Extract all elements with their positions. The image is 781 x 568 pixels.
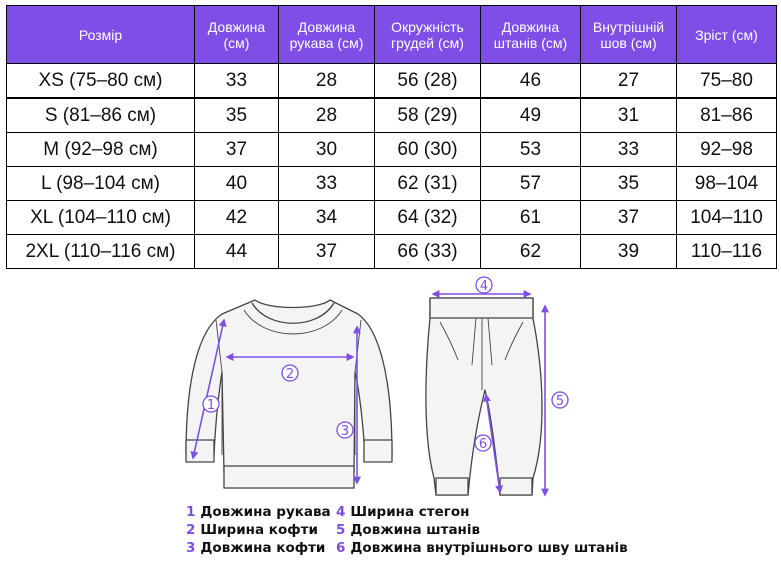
table-cell: XL (104–110 см) xyxy=(7,201,195,235)
svg-text:6: 6 xyxy=(478,437,488,452)
table-cell: 37 xyxy=(195,133,279,167)
legend-item: 4 Ширина стегон xyxy=(336,504,470,520)
table-cell: 75–80 xyxy=(677,64,777,99)
table-cell: 33 xyxy=(581,133,677,167)
table-cell: 46 xyxy=(481,64,581,99)
table-cell: 33 xyxy=(279,167,375,201)
table-cell: 40 xyxy=(195,167,279,201)
table-cell: 31 xyxy=(581,98,677,133)
header-length: Довжина (см) xyxy=(195,6,279,64)
table-cell: 66 (33) xyxy=(375,235,481,269)
table-cell: 35 xyxy=(581,167,677,201)
legend-column-right xyxy=(336,503,628,557)
legend-column-left xyxy=(186,503,331,557)
legend-item: 3 Довжина кофти xyxy=(186,540,326,556)
table-cell: 53 xyxy=(481,133,581,167)
table-cell: 35 xyxy=(195,98,279,133)
table-cell: XS (75–80 см) xyxy=(7,64,195,99)
legend-item: 5 Довжина штанів xyxy=(336,522,481,538)
table-cell: 98–104 xyxy=(677,167,777,201)
svg-text:4: 4 xyxy=(479,279,489,294)
table-cell: M (92–98 см) xyxy=(7,133,195,167)
table-cell: 81–86 xyxy=(677,98,777,133)
table-cell: 62 (31) xyxy=(375,167,481,201)
table-cell: 33 xyxy=(195,64,279,99)
table-cell: 60 (30) xyxy=(375,133,481,167)
table-cell: 28 xyxy=(279,98,375,133)
svg-text:1: 1 xyxy=(206,398,216,413)
table-cell: 57 xyxy=(481,167,581,201)
table-cell: 37 xyxy=(581,201,677,235)
table-cell: 39 xyxy=(581,235,677,269)
table-cell: 61 xyxy=(481,201,581,235)
table-cell: 37 xyxy=(279,235,375,269)
marker-4 xyxy=(476,277,492,294)
table-cell: S (81–86 см) xyxy=(7,98,195,133)
table-cell: 64 (32) xyxy=(375,201,481,235)
svg-text:5: 5 xyxy=(555,394,565,409)
table-cell: 104–110 xyxy=(677,201,777,235)
pants-illustration xyxy=(426,298,542,495)
table-cell: 27 xyxy=(581,64,677,99)
table-cell: L (98–104 см) xyxy=(7,167,195,201)
table-cell: 2XL (110–116 см) xyxy=(7,235,195,269)
marker-3 xyxy=(337,422,353,439)
table-cell: 62 xyxy=(481,235,581,269)
sweatshirt-illustration xyxy=(186,300,392,488)
table-cell: 28 xyxy=(279,64,375,99)
header-size: Розмір xyxy=(7,6,195,64)
marker-5 xyxy=(552,392,568,409)
table-cell: 49 xyxy=(481,98,581,133)
table-cell: 92–98 xyxy=(677,133,777,167)
table-cell: 110–116 xyxy=(677,235,777,269)
marker-2 xyxy=(282,365,298,382)
table-cell: 34 xyxy=(279,201,375,235)
legend-item: 1 Довжина рукава xyxy=(186,504,331,520)
table-cell: 42 xyxy=(195,201,279,235)
header-chest: Окружність грудей (см) xyxy=(375,6,481,64)
header-sleeve-length: Довжина рукава (см) xyxy=(279,6,375,64)
marker-6 xyxy=(475,435,491,452)
header-pants-length: Довжина штанів (см) xyxy=(481,6,581,64)
svg-text:2: 2 xyxy=(285,367,295,382)
marker-1 xyxy=(203,396,219,413)
header-inseam: Внутрішній шов (см) xyxy=(581,6,677,64)
table-cell: 44 xyxy=(195,235,279,269)
table-cell: 56 (28) xyxy=(375,64,481,99)
legend-item: 2 Ширина кофти xyxy=(186,522,318,538)
header-height: Зріст (см) xyxy=(677,6,777,64)
legend-item: 6 Довжина внутрішнього шву штанів xyxy=(336,540,628,556)
svg-text:3: 3 xyxy=(340,424,350,439)
table-cell: 58 (29) xyxy=(375,98,481,133)
table-cell: 30 xyxy=(279,133,375,167)
